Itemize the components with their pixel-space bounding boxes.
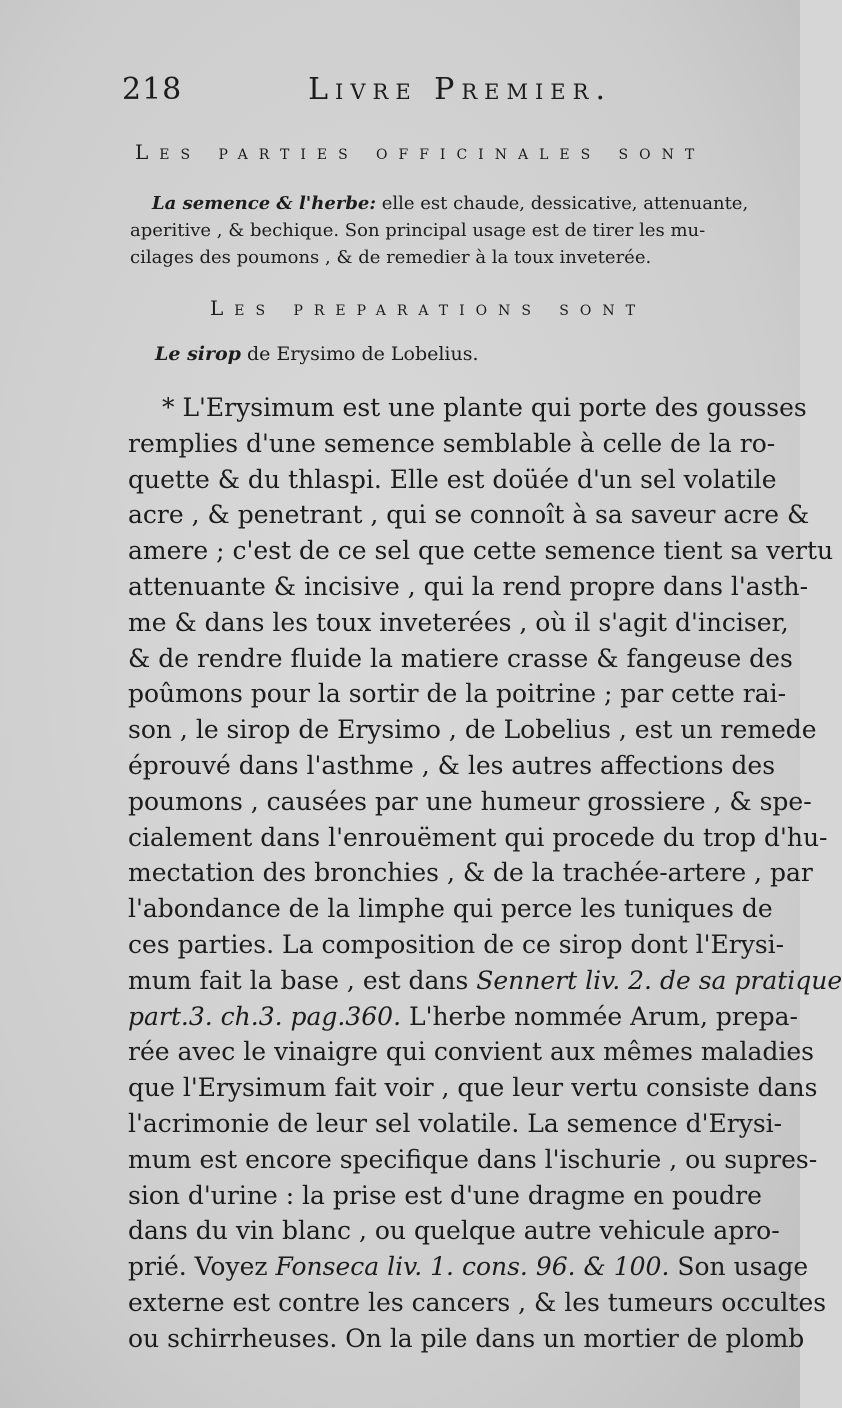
text-line xyxy=(128,963,842,999)
text-line: cialement dans l'enrouëment qui procede du trop d'hu- xyxy=(128,822,828,852)
page-header xyxy=(122,72,612,107)
section-heading-preparations: Les preparations sont xyxy=(210,296,646,320)
text-line: ou schirrheuses. On la pile dans un mortier de plomb xyxy=(128,1323,805,1353)
preparation-lead: Le sirop xyxy=(155,343,241,365)
text-line: amere ; c'est de ce sel que cette semence tient sa vertu xyxy=(128,536,834,566)
text-line: externe est contre les cancers , & les tumeurs occultes xyxy=(128,1287,827,1317)
paragraph-line xyxy=(130,190,760,217)
preparation-text: de Erysimo de Lobelius. xyxy=(240,343,479,365)
preparation-item xyxy=(155,343,479,365)
text-line: que l'Erysimum fait voir , que leur vertu consiste dans xyxy=(128,1073,818,1103)
paragraph-lead: La semence & l'herbe: xyxy=(152,193,377,214)
text-line: ces parties. La composition de ce sirop dont l'Erysi- xyxy=(128,929,785,959)
text-line: l'abondance de la limphe qui perce les tuniques de xyxy=(128,894,773,924)
text-line: son , le sirop de Erysimo , de Lobelius , est un remede xyxy=(128,715,817,745)
text-line-part: Son usage xyxy=(669,1252,809,1282)
text-line: éprouvé dans l'asthme , & les autres affections des xyxy=(128,750,776,780)
citation-fonseca: Fonseca liv. 1. cons. 96. & 100. xyxy=(275,1252,670,1282)
text-line: & de rendre fluide la matiere crasse & fangeuse des xyxy=(128,643,793,673)
text-line: me & dans les toux inveterées , où il s'agit d'inciser, xyxy=(128,607,789,637)
text-line: poûmons pour la sortir de la poitrine ; par cette rai- xyxy=(128,679,787,709)
text-line xyxy=(128,1249,809,1285)
page-number: 218 xyxy=(122,72,183,107)
paragraph-line-text: elle est chaude, dessicative, attenuante, xyxy=(376,193,749,214)
parties-paragraph xyxy=(130,190,760,271)
text-line-part: prié. Voyez xyxy=(128,1252,276,1282)
text-line: remplies d'une semence semblable à celle de la ro- xyxy=(128,428,776,458)
text-line: mectation des bronchies , & de la trachée-artere , par xyxy=(128,858,813,888)
text-line-part: mum fait la base , est dans xyxy=(128,965,469,995)
text-line: quette & du thlaspi. Elle est doüée d'un sel volatile xyxy=(128,464,777,494)
running-title: Livre Premier. xyxy=(308,72,612,107)
text-line: poumons , causées par une humeur grossiere , & spe- xyxy=(128,786,812,816)
text-line: l'acrimonie de leur sel volatile. La semence d'Erysi- xyxy=(128,1108,783,1138)
text-line: mum est encore specifique dans l'ischurie , ou supres- xyxy=(128,1144,818,1174)
text-line: * L'Erysimum est une plante qui porte des gousses xyxy=(162,393,807,422)
citation-sennert: Sennert liv. 2. de sa pratique xyxy=(476,965,842,995)
text-line-part: L'herbe nommée Arum, prepa- xyxy=(401,1001,798,1031)
text-line: acre , & penetrant , qui se connoît à sa saveur acre & xyxy=(128,500,810,530)
text-line xyxy=(128,999,798,1035)
paragraph-line: cilages des poumons , & de remedier à la toux inveterée. xyxy=(130,247,652,268)
main-commentary xyxy=(128,390,842,1357)
text-line: dans du vin blanc , ou quelque autre vehicule apro- xyxy=(128,1216,780,1246)
text-line: rée avec le vinaigre qui convient aux mêmes maladies xyxy=(128,1037,814,1067)
citation-pages: part.3. ch.3. pag.360. xyxy=(128,1001,402,1031)
section-heading-parties: Les parties officinales sont xyxy=(135,140,706,164)
text-line: sion d'urine : la prise est d'une dragme en poudre xyxy=(128,1180,762,1210)
text-line: attenuante & incisive , qui la rend propre dans l'asth- xyxy=(128,571,809,601)
paragraph-line: aperitive , & bechique. Son principal usage est de tirer les mu- xyxy=(130,220,706,241)
